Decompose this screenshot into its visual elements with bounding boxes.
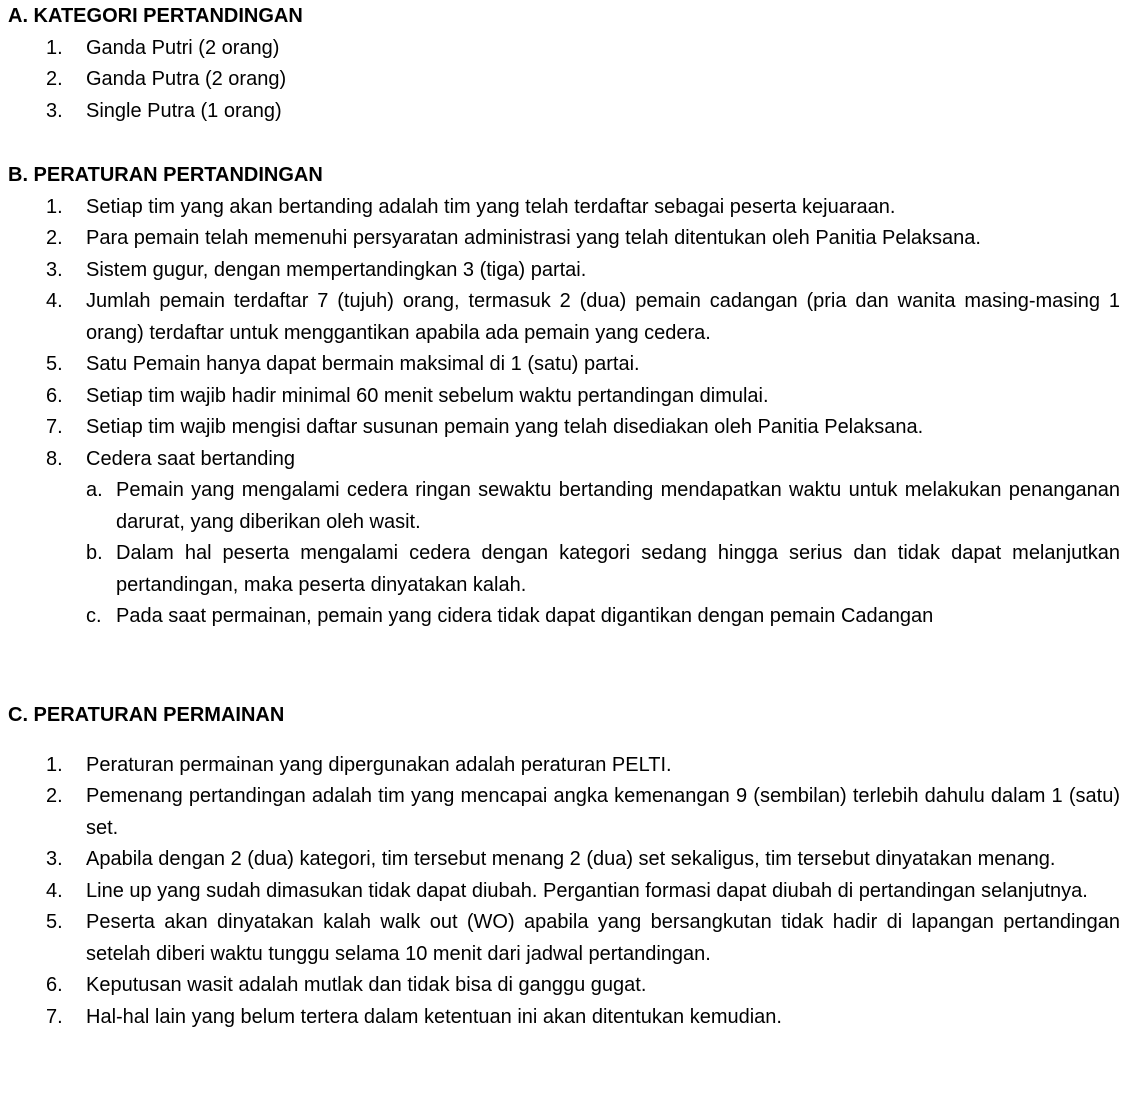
item-text: Satu Pemain hanya dapat bermain maksimal di 1 (satu) partai.: [86, 353, 640, 375]
item-text: Cedera saat bertanding: [86, 447, 296, 470]
list-item: [8, 750, 1120, 782]
section-peraturan-permainan: [8, 700, 1120, 1033]
item-number: 1.: [46, 195, 63, 218]
sublist-letter: b.: [86, 542, 103, 564]
item-text: Single Putra (1 orang): [86, 99, 282, 122]
section-kategori: [8, 1, 1120, 127]
list-item: [8, 970, 1120, 1002]
rules-list: [8, 192, 1120, 476]
sublist-letter: c.: [86, 605, 102, 627]
list-item: [8, 381, 1120, 413]
section-title: A. KATEGORI PERTANDINGAN: [8, 5, 303, 27]
item-text: Peserta akan dinyatakan kalah walk out (WO) apabila yang bersangkutan tidak hadir di lapangan pertandingan setelah diberi waktu tunggu selama 10 menit dari jadwal pertandingan.: [86, 911, 1120, 965]
list-item: [8, 64, 1120, 96]
item-number: 3.: [46, 99, 63, 122]
list-item: [8, 349, 1120, 381]
item-text: Setiap tim yang akan bertanding adalah tim yang telah terdaftar sebagai peserta kejuaraan.: [86, 195, 896, 218]
item-number: 6.: [46, 974, 63, 996]
list-item: [8, 1002, 1120, 1034]
list-item: [8, 844, 1120, 876]
item-number: 5.: [46, 911, 63, 933]
list-item: [8, 223, 1120, 255]
section-peraturan-pertandingan: [8, 160, 1120, 633]
sublist-text: Dalam hal peserta mengalami cedera dengan kategori sedang hingga serius dan tidak dapat melanjutkan pertandingan, maka peserta dinyatakan kalah.: [116, 542, 1120, 596]
sublist-text: Pada saat permainan, pemain yang cidera tidak dapat digantikan dengan pemain Cadangan: [116, 605, 934, 627]
sublist-item: [8, 601, 1120, 633]
item-number: 2.: [46, 785, 63, 807]
list-item: [8, 412, 1120, 444]
section-title: B. PERATURAN PERTANDINGAN: [8, 164, 323, 186]
list-item: [8, 907, 1120, 970]
item-number: 7.: [46, 416, 63, 438]
list-item: [8, 192, 1120, 224]
item-number: 1.: [46, 753, 63, 776]
item-number: 5.: [46, 353, 63, 375]
item-number: 4.: [46, 290, 63, 312]
item-number: 2.: [46, 68, 63, 90]
sublist-item: [8, 475, 1120, 538]
category-list: [8, 33, 1120, 128]
item-text: Line up yang sudah dimasukan tidak dapat diubah. Pergantian formasi dapat diubah di pertandingan selanjutnya.: [86, 879, 1088, 902]
list-item: [8, 781, 1120, 844]
item-number: 8.: [46, 447, 63, 470]
item-number: 6.: [46, 384, 63, 407]
item-text: Apabila dengan 2 (dua) kategori, tim tersebut menang 2 (dua) set sekaligus, tim tersebut dinyatakan menang.: [86, 848, 1056, 870]
item-text: Pemenang pertandingan adalah tim yang mencapai angka kemenangan 9 (sembilan) terlebih dahulu dalam 1 (satu) set.: [86, 785, 1120, 839]
item-number: 3.: [46, 848, 63, 870]
list-item: [8, 876, 1120, 908]
item-number: 3.: [46, 258, 63, 281]
item-text: Keputusan wasit adalah mutlak dan tidak bisa di ganggu gugat.: [86, 974, 647, 996]
item-text: Hal-hal lain yang belum tertera dalam ketentuan ini akan ditentukan kemudian.: [86, 1005, 782, 1028]
item-number: 1.: [46, 36, 63, 59]
game-rules-list: [8, 750, 1120, 1034]
list-item: [8, 255, 1120, 287]
item-number: 7.: [46, 1005, 63, 1028]
sublist-text: Pemain yang mengalami cedera ringan sewaktu bertanding mendapatkan waktu untuk melakukan penanganan darurat, yang diberikan oleh wasit.: [116, 479, 1120, 533]
item-text: Setiap tim wajib mengisi daftar susunan pemain yang telah disediakan oleh Panitia Pelaksana.: [86, 416, 924, 438]
injury-sublist: [8, 475, 1120, 633]
list-item: [8, 444, 1120, 476]
item-text: Para pemain telah memenuhi persyaratan administrasi yang telah ditentukan oleh Panitia Pelaksana.: [86, 227, 981, 249]
section-title: C. PERATURAN PERMAINAN: [8, 704, 285, 726]
item-text: Setiap tim wajib hadir minimal 60 menit sebelum waktu pertandingan dimulai.: [86, 384, 769, 407]
item-number: 4.: [46, 879, 63, 902]
item-text: Peraturan permainan yang dipergunakan adalah peraturan PELTI.: [86, 753, 672, 776]
sublist-letter: a.: [86, 479, 103, 501]
item-number: 2.: [46, 227, 63, 249]
item-text: Ganda Putra (2 orang): [86, 68, 287, 90]
item-text: Sistem gugur, dengan mempertandingkan 3 (tiga) partai.: [86, 258, 587, 281]
item-text: Ganda Putri (2 orang): [86, 36, 280, 59]
sublist-item: [8, 538, 1120, 601]
list-item: [8, 286, 1120, 349]
item-text: Jumlah pemain terdaftar 7 (tujuh) orang, termasuk 2 (dua) pemain cadangan (pria dan wanita masing-masing 1 orang) terdaftar untuk menggantikan apabila ada pemain yang cedera.: [86, 290, 1120, 344]
list-item: [8, 96, 1120, 128]
list-item: [8, 33, 1120, 65]
